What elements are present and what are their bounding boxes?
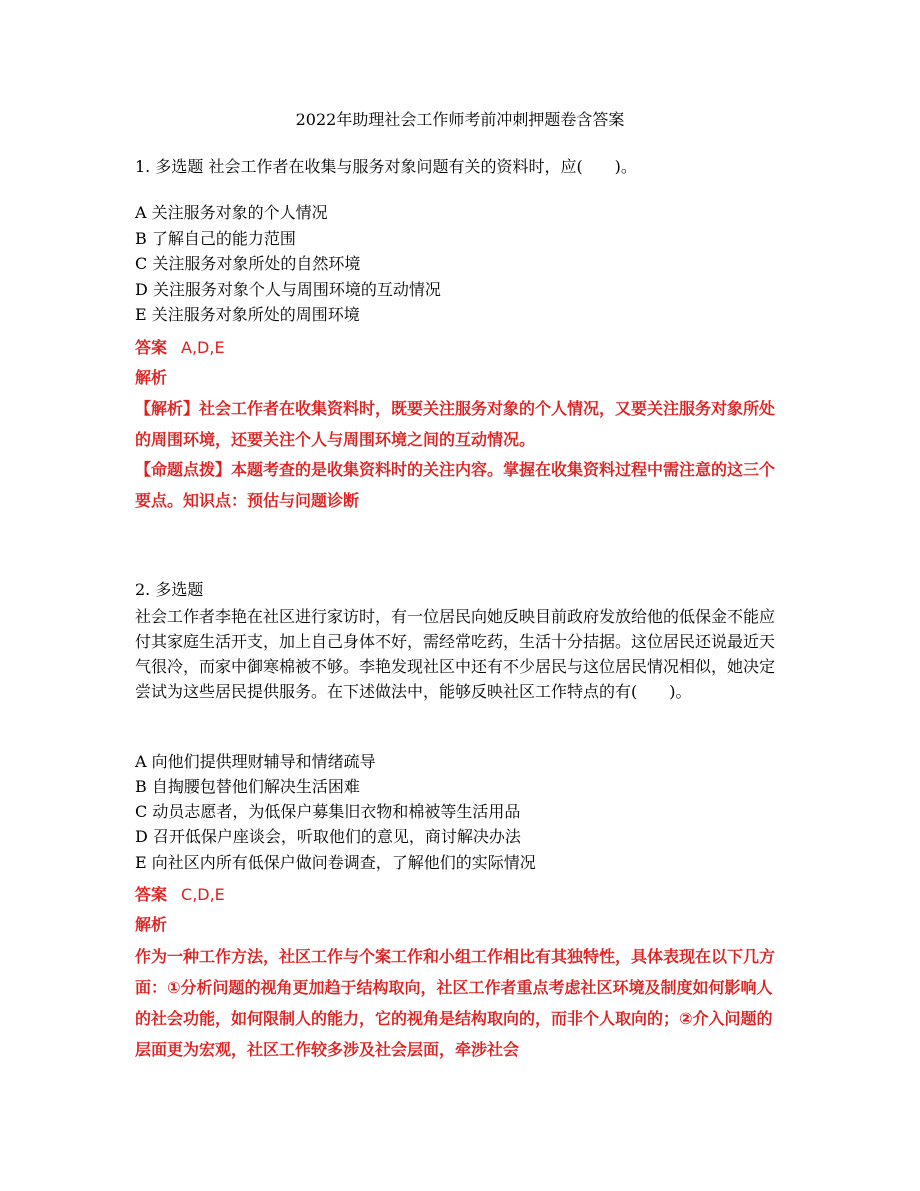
q2-stem: 社会工作者李艳在社区进行家访时，有一位居民向她反映目前政府发放给他的低保金不能应付其家庭生活开支，加上自己身体不好，需经常吃药，生活十分拮据。这位居民还说最近天气很冷，而家中御寒棉被不够。李艳发现社区中还有不少居民与这位居民情况相似，她决定尝试为这些居民提供服务。在下述做法中，能够反映社区工作特点的有( )。 <box>135 607 776 701</box>
q1-option-b: B 了解自己的能力范围 <box>135 229 296 248</box>
q1-analysis-label: 解析 <box>135 368 168 387</box>
q2-option-a: A 向他们提供理财辅导和情绪疏导 <box>135 752 376 771</box>
q2-header: 2. 多选题 <box>135 580 204 599</box>
q1-stem: 1. 多选题 社会工作者在收集与服务对象问题有关的资料时，应( )。 <box>135 157 637 176</box>
q1-answer-label: 答案 <box>135 338 168 357</box>
q1-answer-value: A,D,E <box>181 338 225 357</box>
q1-answer <box>135 336 225 360</box>
q1-option-c: C 关注服务对象所处的自然环境 <box>135 254 361 273</box>
q2-analysis-label: 解析 <box>135 915 168 934</box>
q1-analysis-text: 【解析】社会工作者在收集资料时，既要关注服务对象的个人情况，又要关注服务对象所处的周围环境，还要关注个人与周围环境之间的互动情况。 <box>135 399 776 449</box>
q1-option-e: E 关注服务对象所处的周围环境 <box>135 305 360 324</box>
q1-option-d: D 关注服务对象个人与周围环境的互动情况 <box>135 280 441 299</box>
q2-option-e: E 向社区内所有低保户做问卷调查，了解他们的实际情况 <box>135 853 536 872</box>
q2-answer <box>135 883 225 907</box>
q2-option-c: C 动员志愿者，为低保户募集旧衣物和棉被等生活用品 <box>135 802 521 821</box>
document-title: 2022年助理社会工作师考前冲刺押题卷含答案 <box>295 110 625 129</box>
q1-analysis-tip: 【命题点拨】本题考查的是收集资料时的关注内容。掌握在收集资料过程中需注意的这三个要点。知识点：预估与问题诊断 <box>135 460 776 510</box>
q1-option-a: A 关注服务对象的个人情况 <box>135 203 328 222</box>
q2-option-b: B 自掏腰包替他们解决生活困难 <box>135 777 360 796</box>
q2-answer-label: 答案 <box>135 885 168 904</box>
q2-analysis-text: 作为一种工作方法，社区工作与个案工作和小组工作相比有其独特性，具体表现在以下几方面：①分析问题的视角更加趋于结构取向，社区工作者重点考虑社区环境及制度如何影响人的社会功能，如何限制人的能力，它的视角是结构取向的，而非个人取向的；②介入问题的层面更为宏观，社区工作较多涉及社会层面，牵涉社会 <box>135 947 776 1059</box>
q2-option-d: D 召开低保户座谈会，听取他们的意见，商讨解决办法 <box>135 827 521 846</box>
q2-answer-value: C,D,E <box>181 885 225 904</box>
